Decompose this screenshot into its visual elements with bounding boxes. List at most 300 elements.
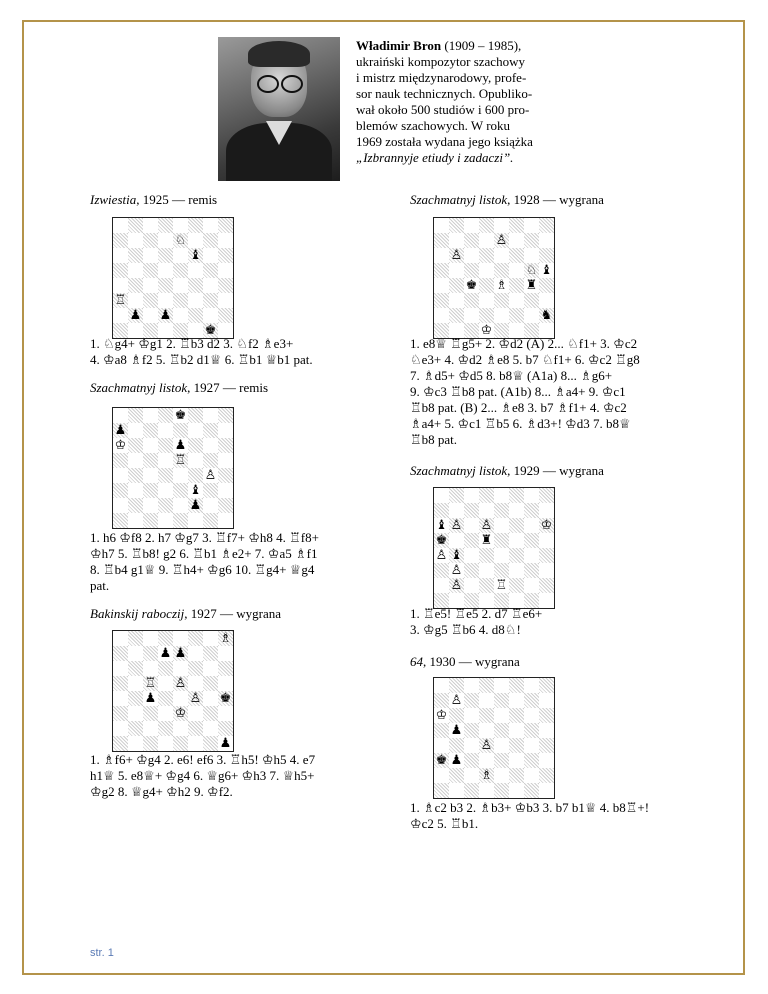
chess-board bbox=[433, 217, 555, 339]
board-square bbox=[449, 293, 464, 308]
board-square bbox=[218, 676, 233, 691]
board-square bbox=[464, 693, 479, 708]
board-square bbox=[464, 708, 479, 723]
board-square bbox=[539, 563, 554, 578]
board-square bbox=[218, 468, 233, 483]
board-square bbox=[143, 218, 158, 233]
board-square bbox=[113, 721, 128, 736]
board-square bbox=[509, 693, 524, 708]
board-square bbox=[494, 518, 509, 533]
board-square bbox=[539, 723, 554, 738]
chess-piece: ♝ bbox=[189, 248, 202, 263]
board-square bbox=[509, 248, 524, 263]
board-square bbox=[158, 438, 173, 453]
board-square bbox=[434, 263, 449, 278]
board-square bbox=[479, 278, 494, 293]
board-square bbox=[203, 293, 218, 308]
board-square bbox=[539, 488, 554, 503]
board-square bbox=[203, 423, 218, 438]
board-square bbox=[158, 631, 173, 646]
author-name: Władimir Bron bbox=[356, 38, 442, 53]
board-square bbox=[494, 783, 509, 798]
board-square bbox=[464, 678, 479, 693]
board-square bbox=[218, 233, 233, 248]
board-square bbox=[128, 438, 143, 453]
board-square bbox=[113, 646, 128, 661]
chess-piece: ♟ bbox=[189, 498, 202, 513]
board-square bbox=[464, 248, 479, 263]
board-square bbox=[434, 768, 449, 783]
board-square bbox=[143, 498, 158, 513]
board-square bbox=[128, 408, 143, 423]
board-square bbox=[449, 278, 464, 293]
chess-piece: ♙ bbox=[495, 233, 508, 248]
board-square bbox=[509, 723, 524, 738]
board-square bbox=[524, 548, 539, 563]
board-square bbox=[188, 706, 203, 721]
board-square bbox=[464, 218, 479, 233]
board-square bbox=[203, 631, 218, 646]
chess-piece: ♙ bbox=[450, 518, 463, 533]
board-square bbox=[143, 631, 158, 646]
board-square bbox=[203, 408, 218, 423]
board-square bbox=[494, 738, 509, 753]
board-square bbox=[434, 308, 449, 323]
board-square bbox=[464, 548, 479, 563]
study-2-moves: 1. h6 ♔f8 2. h7 ♔g7 3. ♖f7+ ♔h8 4. ♖f8+ ♔h7 5. ♖b8! g2 6. ♖b1 ♗e2+ 7. ♔a5 ♗f1 8. ♖b4 g1♕ 9. ♖h4+ ♔g6 10. ♖g4+ ♕g4 pat. bbox=[90, 530, 319, 593]
chess-piece: ♟ bbox=[450, 753, 463, 768]
board-square bbox=[218, 408, 233, 423]
chess-piece: ♟ bbox=[219, 736, 232, 751]
board-square bbox=[509, 563, 524, 578]
board-square bbox=[479, 293, 494, 308]
board-square bbox=[158, 736, 173, 751]
board-square bbox=[158, 661, 173, 676]
board-square bbox=[539, 783, 554, 798]
board-square bbox=[203, 721, 218, 736]
board-square bbox=[188, 631, 203, 646]
board-square bbox=[113, 248, 128, 263]
chess-piece: ♗ bbox=[495, 278, 508, 293]
board-square bbox=[158, 423, 173, 438]
board-square bbox=[188, 468, 203, 483]
board-square bbox=[158, 278, 173, 293]
chess-board bbox=[433, 487, 555, 609]
board-square bbox=[143, 408, 158, 423]
board-square bbox=[509, 488, 524, 503]
board-square bbox=[113, 631, 128, 646]
board-square bbox=[218, 248, 233, 263]
board-square bbox=[188, 736, 203, 751]
board-square bbox=[188, 721, 203, 736]
board-square bbox=[449, 503, 464, 518]
chess-piece: ♟ bbox=[450, 723, 463, 738]
board-square bbox=[173, 736, 188, 751]
board-square bbox=[434, 678, 449, 693]
board-square bbox=[464, 518, 479, 533]
board-square bbox=[203, 248, 218, 263]
chess-piece: ♙ bbox=[174, 676, 187, 691]
board-square bbox=[509, 578, 524, 593]
board-square bbox=[128, 233, 143, 248]
board-square bbox=[494, 753, 509, 768]
board-square bbox=[539, 503, 554, 518]
board-square bbox=[218, 218, 233, 233]
board-square bbox=[524, 678, 539, 693]
board-square bbox=[203, 513, 218, 528]
study-3-moves: 1. ♗f6+ ♔g4 2. e6! ef6 3. ♖h5! ♔h5 4. e7 h1♕ 5. e8♕+ ♔g4 6. ♕g6+ ♔h3 7. ♕h5+ ♔g2 8. ♕g4+ ♔h2 9. ♔f2. bbox=[90, 752, 316, 799]
board-square bbox=[218, 721, 233, 736]
board-square bbox=[539, 248, 554, 263]
board-square bbox=[203, 278, 218, 293]
chess-board bbox=[112, 630, 234, 752]
board-square bbox=[158, 513, 173, 528]
chess-piece: ♟ bbox=[174, 438, 187, 453]
chess-piece: ♙ bbox=[450, 578, 463, 593]
board-square bbox=[158, 498, 173, 513]
board-square bbox=[494, 768, 509, 783]
board-square bbox=[524, 503, 539, 518]
board-square bbox=[113, 453, 128, 468]
board-square bbox=[143, 661, 158, 676]
board-square bbox=[449, 708, 464, 723]
board-square bbox=[524, 768, 539, 783]
board-square bbox=[539, 548, 554, 563]
board-square bbox=[434, 783, 449, 798]
board-square bbox=[464, 563, 479, 578]
board-square bbox=[158, 721, 173, 736]
study-1-source: Izwiestia, 1925 — remis bbox=[90, 192, 218, 207]
board-square bbox=[479, 218, 494, 233]
board-square bbox=[434, 563, 449, 578]
board-square bbox=[539, 218, 554, 233]
chess-piece: ♘ bbox=[525, 263, 538, 278]
board-square bbox=[524, 293, 539, 308]
board-square bbox=[449, 488, 464, 503]
board-square bbox=[188, 408, 203, 423]
board-square bbox=[434, 278, 449, 293]
chess-board bbox=[112, 217, 234, 339]
board-square bbox=[434, 738, 449, 753]
board-square bbox=[113, 408, 128, 423]
board-square bbox=[494, 693, 509, 708]
board-square bbox=[188, 661, 203, 676]
board-square bbox=[479, 578, 494, 593]
board-square bbox=[218, 278, 233, 293]
board-square bbox=[449, 678, 464, 693]
board-square bbox=[434, 218, 449, 233]
board-square bbox=[158, 218, 173, 233]
board-square bbox=[434, 503, 449, 518]
board-square bbox=[128, 706, 143, 721]
chess-piece: ♙ bbox=[435, 548, 448, 563]
board-square bbox=[449, 533, 464, 548]
board-square bbox=[173, 278, 188, 293]
board-square bbox=[218, 308, 233, 323]
board-square bbox=[203, 483, 218, 498]
board-square bbox=[143, 248, 158, 263]
board-square bbox=[479, 723, 494, 738]
board-square bbox=[173, 691, 188, 706]
board-square bbox=[218, 423, 233, 438]
board-square bbox=[158, 483, 173, 498]
chess-piece: ♔ bbox=[540, 518, 553, 533]
board-square bbox=[128, 293, 143, 308]
chess-piece: ♗ bbox=[219, 631, 232, 646]
board-square bbox=[113, 308, 128, 323]
board-square bbox=[143, 513, 158, 528]
study-6-moves: 1. ♗c2 b3 2. ♗b3+ ♔b3 3. b7 b1♕ 4. b8♖+! ♔c2 5. ♖b1. bbox=[410, 800, 650, 831]
board-square bbox=[524, 248, 539, 263]
chess-piece: ♙ bbox=[189, 691, 202, 706]
board-square bbox=[143, 483, 158, 498]
board-square bbox=[128, 661, 143, 676]
board-square bbox=[143, 263, 158, 278]
chess-piece: ♖ bbox=[144, 676, 157, 691]
board-square bbox=[173, 293, 188, 308]
board-square bbox=[524, 308, 539, 323]
board-square bbox=[434, 693, 449, 708]
board-square bbox=[509, 308, 524, 323]
chess-piece: ♙ bbox=[480, 518, 493, 533]
study-5-source: Szachmatnyj listok, 1929 — wygrana bbox=[410, 463, 604, 478]
board-square bbox=[434, 293, 449, 308]
board-square bbox=[158, 263, 173, 278]
board-square bbox=[509, 218, 524, 233]
board-square bbox=[449, 308, 464, 323]
board-square bbox=[218, 706, 233, 721]
board-square bbox=[143, 438, 158, 453]
board-square bbox=[464, 488, 479, 503]
board-square bbox=[203, 691, 218, 706]
board-square bbox=[143, 233, 158, 248]
board-square bbox=[173, 661, 188, 676]
board-square bbox=[203, 308, 218, 323]
board-square bbox=[479, 488, 494, 503]
study-1-moves: 1. ♘g4+ ♔g1 2. ♖b3 d2 3. ♘f2 ♗e3+ 4. ♔a8 ♗f2 5. ♖b2 d1♕ 6. ♖b1 ♕b1 pat. bbox=[90, 336, 313, 367]
board-square bbox=[113, 498, 128, 513]
board-square bbox=[113, 513, 128, 528]
board-square bbox=[539, 578, 554, 593]
board-square bbox=[479, 708, 494, 723]
board-square bbox=[479, 308, 494, 323]
board-square bbox=[158, 453, 173, 468]
board-square bbox=[524, 753, 539, 768]
board-square bbox=[158, 233, 173, 248]
board-square bbox=[464, 783, 479, 798]
board-square bbox=[143, 646, 158, 661]
board-square bbox=[218, 438, 233, 453]
board-square bbox=[509, 278, 524, 293]
board-square bbox=[218, 661, 233, 676]
board-square bbox=[128, 736, 143, 751]
board-square bbox=[113, 278, 128, 293]
board-square bbox=[524, 693, 539, 708]
board-square bbox=[494, 248, 509, 263]
board-square bbox=[494, 218, 509, 233]
chess-piece: ♚ bbox=[204, 323, 217, 338]
board-square bbox=[464, 233, 479, 248]
board-square bbox=[509, 263, 524, 278]
chess-piece: ♝ bbox=[450, 548, 463, 563]
board-square bbox=[158, 408, 173, 423]
board-square bbox=[173, 513, 188, 528]
chess-board bbox=[433, 677, 555, 799]
board-square bbox=[494, 723, 509, 738]
board-square bbox=[464, 768, 479, 783]
board-square bbox=[113, 691, 128, 706]
board-square bbox=[128, 646, 143, 661]
board-square bbox=[494, 708, 509, 723]
board-square bbox=[509, 233, 524, 248]
chess-piece: ♙ bbox=[450, 693, 463, 708]
board-square bbox=[143, 308, 158, 323]
board-square bbox=[464, 533, 479, 548]
board-square bbox=[173, 631, 188, 646]
board-square bbox=[494, 293, 509, 308]
page-number: str. 1 bbox=[90, 947, 114, 959]
board-square bbox=[524, 783, 539, 798]
board-square bbox=[203, 498, 218, 513]
board-square bbox=[464, 738, 479, 753]
chess-piece: ♙ bbox=[480, 738, 493, 753]
chess-piece: ♚ bbox=[435, 753, 448, 768]
board-square bbox=[143, 278, 158, 293]
study-2-source: Szachmatnyj listok, 1927 — remis bbox=[90, 380, 269, 395]
board-square bbox=[539, 753, 554, 768]
board-square bbox=[218, 498, 233, 513]
chess-piece: ♚ bbox=[219, 691, 232, 706]
board-square bbox=[188, 233, 203, 248]
board-square bbox=[113, 468, 128, 483]
board-square bbox=[203, 218, 218, 233]
board-square bbox=[524, 578, 539, 593]
board-square bbox=[494, 503, 509, 518]
chess-piece: ♔ bbox=[435, 708, 448, 723]
board-square bbox=[449, 783, 464, 798]
board-square bbox=[524, 488, 539, 503]
board-square bbox=[203, 706, 218, 721]
board-square bbox=[539, 533, 554, 548]
board-square bbox=[539, 293, 554, 308]
board-square bbox=[509, 768, 524, 783]
board-square bbox=[188, 513, 203, 528]
chess-board bbox=[112, 407, 234, 529]
board-square bbox=[188, 676, 203, 691]
board-square bbox=[188, 423, 203, 438]
board-square bbox=[143, 423, 158, 438]
board-square bbox=[173, 218, 188, 233]
board-square bbox=[509, 503, 524, 518]
board-square bbox=[173, 498, 188, 513]
board-square bbox=[188, 263, 203, 278]
board-square bbox=[434, 723, 449, 738]
board-square bbox=[524, 738, 539, 753]
board-square bbox=[173, 423, 188, 438]
board-square bbox=[173, 308, 188, 323]
board-square bbox=[449, 218, 464, 233]
board-square bbox=[128, 468, 143, 483]
board-square bbox=[128, 676, 143, 691]
board-square bbox=[173, 248, 188, 263]
board-square bbox=[143, 736, 158, 751]
chess-piece: ♝ bbox=[540, 263, 553, 278]
board-square bbox=[113, 661, 128, 676]
board-square bbox=[158, 706, 173, 721]
board-square bbox=[479, 263, 494, 278]
chess-piece: ♔ bbox=[114, 438, 127, 453]
board-square bbox=[479, 503, 494, 518]
board-square bbox=[218, 646, 233, 661]
board-square bbox=[188, 218, 203, 233]
study-4-source: Szachmatnyj listok, 1928 — wygrana bbox=[410, 192, 604, 207]
board-square bbox=[509, 738, 524, 753]
board-square bbox=[464, 578, 479, 593]
board-square bbox=[158, 676, 173, 691]
chess-piece: ♞ bbox=[540, 308, 553, 323]
chess-piece: ♟ bbox=[159, 646, 172, 661]
board-square bbox=[128, 423, 143, 438]
board-square bbox=[539, 678, 554, 693]
chess-piece: ♘ bbox=[174, 233, 187, 248]
board-square bbox=[524, 518, 539, 533]
board-square bbox=[509, 518, 524, 533]
board-square bbox=[449, 768, 464, 783]
board-square bbox=[449, 738, 464, 753]
chess-piece: ♖ bbox=[495, 578, 508, 593]
board-square bbox=[128, 631, 143, 646]
board-square bbox=[173, 721, 188, 736]
board-square bbox=[494, 263, 509, 278]
chess-piece: ♚ bbox=[435, 533, 448, 548]
board-square bbox=[188, 278, 203, 293]
study-3-source: Bakinskij raboczij, 1927 — wygrana bbox=[90, 606, 282, 621]
board-square bbox=[449, 263, 464, 278]
board-square bbox=[128, 498, 143, 513]
board-square bbox=[218, 513, 233, 528]
board-square bbox=[113, 263, 128, 278]
board-square bbox=[539, 233, 554, 248]
board-square bbox=[494, 533, 509, 548]
board-square bbox=[494, 563, 509, 578]
board-square bbox=[524, 218, 539, 233]
board-square bbox=[539, 278, 554, 293]
board-square bbox=[203, 676, 218, 691]
board-square bbox=[203, 453, 218, 468]
board-square bbox=[203, 646, 218, 661]
board-square bbox=[434, 488, 449, 503]
board-square bbox=[143, 706, 158, 721]
chess-piece: ♟ bbox=[129, 308, 142, 323]
chess-piece: ♝ bbox=[189, 483, 202, 498]
board-square bbox=[494, 488, 509, 503]
chess-piece: ♚ bbox=[465, 278, 478, 293]
board-square bbox=[128, 483, 143, 498]
board-square bbox=[173, 468, 188, 483]
chess-piece: ♟ bbox=[144, 691, 157, 706]
board-square bbox=[464, 293, 479, 308]
board-square bbox=[128, 453, 143, 468]
board-square bbox=[434, 248, 449, 263]
board-square bbox=[509, 753, 524, 768]
chess-piece: ♚ bbox=[174, 408, 187, 423]
chess-piece: ♟ bbox=[114, 423, 127, 438]
board-square bbox=[113, 706, 128, 721]
study-4-moves: 1. e8♕ ♖g5+ 2. ♔d2 (A) 2... ♘f1+ 3. ♔c2 ♘e3+ 4. ♔d2 ♗e8 5. b7 ♘f1+ 6. ♔c2 ♖g8 7. ♗d5+ ♔d5 8. b8♕ (A1a) 8... ♗g6+ 9. ♔c3 ♖b8 pat. (A1b) 8... ♗a4+ 9. ♔c1 ♖b8 pat. (B) 2... ♗e8 3. b7 ♗f1+ 4. ♔c2 ♗a4+ 5. ♔c1 ♖b5 6. ♗d3+! ♔d3 7. b8♕ ♖b8 pat. bbox=[410, 336, 640, 447]
chess-piece: ♜ bbox=[525, 278, 538, 293]
board-square bbox=[203, 661, 218, 676]
board-square bbox=[188, 308, 203, 323]
